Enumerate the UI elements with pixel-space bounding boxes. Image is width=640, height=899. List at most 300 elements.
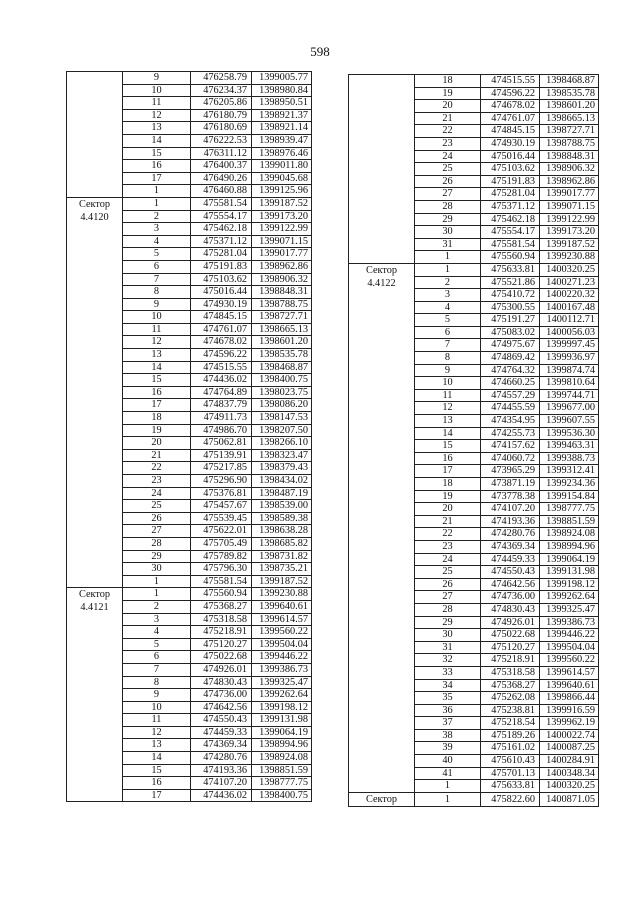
point-number: 1	[415, 792, 481, 806]
x-coordinate: 475281.04	[191, 248, 252, 261]
y-coordinate: 1399125.96	[252, 185, 312, 198]
y-coordinate: 1400320.25	[540, 263, 599, 276]
point-number: 18	[123, 412, 191, 425]
x-coordinate: 475083.02	[481, 326, 540, 339]
point-number: 6	[123, 260, 191, 273]
y-coordinate: 1400284.91	[540, 755, 599, 768]
point-number: 11	[123, 714, 191, 727]
x-coordinate: 474557.29	[481, 389, 540, 402]
y-coordinate: 1399446.22	[540, 629, 599, 642]
y-coordinate: 1399916.59	[540, 704, 599, 717]
y-coordinate: 1399640.61	[252, 600, 312, 613]
y-coordinate: 1400056.03	[540, 326, 599, 339]
x-coordinate: 475560.94	[481, 251, 540, 264]
point-number: 23	[123, 475, 191, 488]
y-coordinate: 1398147.53	[252, 412, 312, 425]
y-coordinate: 1398727.71	[540, 125, 599, 138]
x-coordinate: 475062.81	[191, 437, 252, 450]
x-coordinate: 475218.91	[191, 626, 252, 639]
x-coordinate: 475462.18	[191, 223, 252, 236]
point-number: 8	[123, 676, 191, 689]
x-coordinate: 474515.55	[191, 361, 252, 374]
point-number: 40	[415, 755, 481, 768]
y-coordinate: 1398638.28	[252, 525, 312, 538]
y-coordinate: 1398468.87	[252, 361, 312, 374]
point-number: 5	[123, 248, 191, 261]
point-number: 32	[415, 654, 481, 667]
y-coordinate: 1399005.77	[252, 72, 312, 85]
x-coordinate: 475296.90	[191, 475, 252, 488]
x-coordinate: 475103.62	[481, 163, 540, 176]
x-coordinate: 476222.53	[191, 134, 252, 147]
y-coordinate: 1398601.20	[252, 336, 312, 349]
x-coordinate: 474550.43	[191, 714, 252, 727]
x-coordinate: 474515.55	[481, 75, 540, 88]
x-coordinate: 474975.67	[481, 339, 540, 352]
x-coordinate: 474678.02	[481, 100, 540, 113]
y-coordinate: 1398851.59	[252, 764, 312, 777]
x-coordinate: 475139.91	[191, 449, 252, 462]
point-number: 10	[415, 377, 481, 390]
x-coordinate: 474455.59	[481, 402, 540, 415]
table-row	[349, 75, 599, 88]
x-coordinate: 474436.02	[191, 374, 252, 387]
y-coordinate: 1399122.99	[252, 223, 312, 236]
x-coordinate: 474354.95	[481, 415, 540, 428]
y-coordinate: 1398851.59	[540, 515, 599, 528]
sector-cell	[349, 792, 415, 806]
x-coordinate: 474596.22	[191, 349, 252, 362]
y-coordinate: 1399187.52	[540, 238, 599, 251]
sector-label: Сектор	[78, 198, 111, 210]
x-coordinate: 476490.26	[191, 172, 252, 185]
y-coordinate: 1399198.12	[252, 701, 312, 714]
point-number: 13	[415, 415, 481, 428]
y-coordinate: 1398906.32	[540, 163, 599, 176]
x-coordinate: 474736.00	[481, 591, 540, 604]
point-number: 17	[415, 465, 481, 478]
y-coordinate: 1399262.64	[252, 689, 312, 702]
x-coordinate: 476180.69	[191, 122, 252, 135]
x-coordinate: 474926.01	[481, 616, 540, 629]
y-coordinate: 1399607.55	[540, 415, 599, 428]
point-number: 20	[415, 100, 481, 113]
y-coordinate: 1398207.50	[252, 424, 312, 437]
point-number: 12	[123, 336, 191, 349]
y-coordinate: 1398924.08	[252, 752, 312, 765]
x-coordinate: 475701.13	[481, 767, 540, 780]
y-coordinate: 1398589.38	[252, 512, 312, 525]
point-number: 30	[123, 563, 191, 576]
point-number: 24	[415, 553, 481, 566]
x-coordinate: 475610.43	[481, 755, 540, 768]
point-number: 21	[123, 449, 191, 462]
x-coordinate: 473965.29	[481, 465, 540, 478]
y-coordinate: 1399071.15	[252, 235, 312, 248]
x-coordinate: 474193.36	[191, 764, 252, 777]
y-coordinate: 1398962.86	[252, 260, 312, 273]
point-number: 35	[415, 692, 481, 705]
x-coordinate: 474986.70	[191, 424, 252, 437]
point-number: 3	[123, 613, 191, 626]
x-coordinate: 475191.27	[481, 314, 540, 327]
point-number: 11	[123, 97, 191, 110]
x-coordinate: 474107.20	[191, 777, 252, 790]
y-coordinate: 1398906.32	[252, 273, 312, 286]
x-coordinate: 475581.54	[191, 575, 252, 588]
point-number: 34	[415, 679, 481, 692]
point-number: 14	[123, 752, 191, 765]
x-coordinate: 474930.19	[481, 137, 540, 150]
y-coordinate: 1398731.82	[252, 550, 312, 563]
y-coordinate: 1399017.77	[252, 248, 312, 261]
y-coordinate: 1398962.86	[540, 175, 599, 188]
y-coordinate: 1398735.21	[252, 563, 312, 576]
x-coordinate: 475554.17	[191, 210, 252, 223]
point-number: 18	[415, 478, 481, 491]
point-number: 2	[415, 276, 481, 289]
y-coordinate: 1399386.73	[540, 616, 599, 629]
point-number: 14	[415, 427, 481, 440]
x-coordinate: 475103.62	[191, 273, 252, 286]
y-coordinate: 1399874.74	[540, 364, 599, 377]
point-number: 26	[123, 512, 191, 525]
coordinates-table-left	[66, 71, 312, 802]
x-coordinate: 474550.43	[481, 566, 540, 579]
point-number: 37	[415, 717, 481, 730]
y-coordinate: 1398379.43	[252, 462, 312, 475]
y-coordinate: 1399131.98	[540, 566, 599, 579]
y-coordinate: 1398487.19	[252, 487, 312, 500]
x-coordinate: 475822.60	[481, 792, 540, 806]
y-coordinate: 1399064.19	[540, 553, 599, 566]
y-coordinate: 1399536.30	[540, 427, 599, 440]
x-coordinate: 474596.22	[481, 87, 540, 100]
point-number: 13	[123, 739, 191, 752]
point-number: 14	[123, 361, 191, 374]
x-coordinate: 475633.81	[481, 263, 540, 276]
y-coordinate: 1398788.75	[252, 298, 312, 311]
sector-code: 4.4121	[80, 602, 109, 614]
y-coordinate: 1400871.05	[540, 792, 599, 806]
point-number: 15	[415, 440, 481, 453]
x-coordinate: 475120.27	[191, 638, 252, 651]
x-coordinate: 475539.45	[191, 512, 252, 525]
coordinates-table-right	[348, 74, 599, 807]
sector-label: Сектор	[78, 589, 111, 601]
y-coordinate: 1400022.74	[540, 729, 599, 742]
point-number: 24	[123, 487, 191, 500]
y-coordinate: 1398665.13	[252, 323, 312, 336]
y-coordinate: 1398924.08	[540, 528, 599, 541]
x-coordinate: 476234.37	[191, 84, 252, 97]
point-number: 20	[123, 437, 191, 450]
y-coordinate: 1400220.32	[540, 289, 599, 302]
y-coordinate: 1398994.96	[252, 739, 312, 752]
y-coordinate: 1399011.80	[252, 160, 312, 173]
x-coordinate: 475521.86	[481, 276, 540, 289]
y-coordinate: 1398848.31	[252, 286, 312, 299]
y-coordinate: 1399198.12	[540, 578, 599, 591]
x-coordinate: 475371.12	[481, 200, 540, 213]
x-coordinate: 475560.94	[191, 588, 252, 601]
point-number: 15	[123, 764, 191, 777]
point-number: 29	[415, 213, 481, 226]
y-coordinate: 1400167.48	[540, 301, 599, 314]
x-coordinate: 474869.42	[481, 352, 540, 365]
y-coordinate: 1399388.73	[540, 452, 599, 465]
y-coordinate: 1399560.22	[540, 654, 599, 667]
x-coordinate: 476180.79	[191, 109, 252, 122]
point-number: 3	[415, 289, 481, 302]
point-number: 25	[415, 163, 481, 176]
x-coordinate: 475581.54	[191, 197, 252, 210]
point-number: 30	[415, 629, 481, 642]
x-coordinate: 475368.27	[481, 679, 540, 692]
point-number: 19	[415, 490, 481, 503]
y-coordinate: 1399173.20	[252, 210, 312, 223]
x-coordinate: 476205.86	[191, 97, 252, 110]
point-number: 9	[123, 689, 191, 702]
y-coordinate: 1399614.57	[252, 613, 312, 626]
y-coordinate: 1399230.88	[252, 588, 312, 601]
point-number: 22	[123, 462, 191, 475]
point-number: 29	[415, 616, 481, 629]
x-coordinate: 475368.27	[191, 600, 252, 613]
y-coordinate: 1399234.36	[540, 478, 599, 491]
point-number: 29	[123, 550, 191, 563]
point-number: 6	[123, 651, 191, 664]
point-number: 16	[123, 160, 191, 173]
y-coordinate: 1398921.14	[252, 122, 312, 135]
point-number: 11	[123, 323, 191, 336]
x-coordinate: 474369.34	[481, 540, 540, 553]
y-coordinate: 1399312.41	[540, 465, 599, 478]
y-coordinate: 1399262.64	[540, 591, 599, 604]
sector-cell	[67, 197, 123, 587]
point-number: 12	[415, 402, 481, 415]
x-coordinate: 475191.83	[481, 175, 540, 188]
y-coordinate: 1398788.75	[540, 137, 599, 150]
y-coordinate: 1398400.75	[252, 374, 312, 387]
point-number: 1	[123, 588, 191, 601]
y-coordinate: 1399064.19	[252, 726, 312, 739]
y-coordinate: 1398777.75	[540, 503, 599, 516]
x-coordinate: 474764.32	[481, 364, 540, 377]
table-row	[349, 792, 599, 806]
x-coordinate: 475191.83	[191, 260, 252, 273]
point-number: 9	[415, 364, 481, 377]
x-coordinate: 474926.01	[191, 663, 252, 676]
point-number: 26	[415, 175, 481, 188]
x-coordinate: 474660.25	[481, 377, 540, 390]
x-coordinate: 476460.88	[191, 185, 252, 198]
y-coordinate: 1398086.20	[252, 399, 312, 412]
point-number: 19	[123, 424, 191, 437]
point-number: 9	[123, 72, 191, 85]
point-number: 13	[123, 349, 191, 362]
point-number: 39	[415, 742, 481, 755]
point-number: 5	[123, 638, 191, 651]
point-number: 7	[123, 663, 191, 676]
point-number: 13	[123, 122, 191, 135]
point-number: 9	[123, 298, 191, 311]
point-number: 33	[415, 666, 481, 679]
point-number: 18	[415, 75, 481, 88]
point-number: 17	[123, 789, 191, 802]
point-number: 12	[123, 726, 191, 739]
point-number: 10	[123, 311, 191, 324]
x-coordinate: 475016.44	[191, 286, 252, 299]
x-coordinate: 475581.54	[481, 238, 540, 251]
table-row	[67, 197, 312, 210]
point-number: 30	[415, 226, 481, 239]
y-coordinate: 1398727.71	[252, 311, 312, 324]
x-coordinate: 474761.07	[191, 323, 252, 336]
y-coordinate: 1399131.98	[252, 714, 312, 727]
y-coordinate: 1398323.47	[252, 449, 312, 462]
table-row	[67, 72, 312, 85]
x-coordinate: 475789.82	[191, 550, 252, 563]
x-coordinate: 475462.18	[481, 213, 540, 226]
table-row	[67, 588, 312, 601]
point-number: 27	[123, 525, 191, 538]
x-coordinate: 474830.43	[481, 603, 540, 616]
point-number: 1	[415, 251, 481, 264]
x-coordinate: 475120.27	[481, 641, 540, 654]
point-number: 28	[415, 200, 481, 213]
x-coordinate: 475457.67	[191, 500, 252, 513]
x-coordinate: 474436.02	[191, 789, 252, 802]
point-number: 2	[123, 600, 191, 613]
y-coordinate: 1399325.47	[252, 676, 312, 689]
point-number: 28	[415, 603, 481, 616]
x-coordinate: 474845.15	[481, 125, 540, 138]
y-coordinate: 1399187.52	[252, 197, 312, 210]
point-number: 21	[415, 112, 481, 125]
y-coordinate: 1399504.04	[252, 638, 312, 651]
y-coordinate: 1398266.10	[252, 437, 312, 450]
sector-label: Сектор	[365, 264, 398, 276]
x-coordinate: 474930.19	[191, 298, 252, 311]
x-coordinate: 475376.81	[191, 487, 252, 500]
point-number: 1	[415, 263, 481, 276]
point-number: 31	[415, 238, 481, 251]
point-number: 1	[415, 780, 481, 793]
x-coordinate: 474193.36	[481, 515, 540, 528]
point-number: 27	[415, 591, 481, 604]
point-number: 38	[415, 729, 481, 742]
sector-label: Сектор	[365, 793, 398, 805]
point-number: 12	[123, 109, 191, 122]
y-coordinate: 1398400.75	[252, 789, 312, 802]
point-number: 7	[123, 273, 191, 286]
x-coordinate: 474459.33	[481, 553, 540, 566]
x-coordinate: 474107.20	[481, 503, 540, 516]
x-coordinate: 474678.02	[191, 336, 252, 349]
point-number: 27	[415, 188, 481, 201]
x-coordinate: 474157.62	[481, 440, 540, 453]
x-coordinate: 475554.17	[481, 226, 540, 239]
x-coordinate: 474764.89	[191, 386, 252, 399]
x-coordinate: 474369.34	[191, 739, 252, 752]
y-coordinate: 1400087.25	[540, 742, 599, 755]
x-coordinate: 474830.43	[191, 676, 252, 689]
sector-cell	[67, 72, 123, 198]
point-number: 26	[415, 578, 481, 591]
point-number: 6	[415, 326, 481, 339]
x-coordinate: 475016.44	[481, 150, 540, 163]
y-coordinate: 1399866.44	[540, 692, 599, 705]
point-number: 23	[415, 137, 481, 150]
x-coordinate: 475281.04	[481, 188, 540, 201]
x-coordinate: 476311.12	[191, 147, 252, 160]
y-coordinate: 1398950.51	[252, 97, 312, 110]
x-coordinate: 475022.68	[481, 629, 540, 642]
table-row	[349, 263, 599, 276]
x-coordinate: 475622.01	[191, 525, 252, 538]
x-coordinate: 475796.30	[191, 563, 252, 576]
point-number: 4	[123, 235, 191, 248]
page-number: 598	[310, 44, 330, 59]
point-number: 16	[123, 777, 191, 790]
y-coordinate: 1399446.22	[252, 651, 312, 664]
y-coordinate: 1399744.71	[540, 389, 599, 402]
x-coordinate: 475189.26	[481, 729, 540, 742]
point-number: 11	[415, 389, 481, 402]
y-coordinate: 1399936.97	[540, 352, 599, 365]
point-number: 22	[415, 125, 481, 138]
point-number: 23	[415, 540, 481, 553]
sector-code: 4.4120	[80, 211, 109, 223]
point-number: 4	[123, 626, 191, 639]
y-coordinate: 1400112.71	[540, 314, 599, 327]
point-number: 1	[123, 197, 191, 210]
x-coordinate: 475218.91	[481, 654, 540, 667]
x-coordinate: 475318.58	[481, 666, 540, 679]
x-coordinate: 475262.08	[481, 692, 540, 705]
x-coordinate: 475217.85	[191, 462, 252, 475]
y-coordinate: 1399045.68	[252, 172, 312, 185]
point-number: 3	[123, 223, 191, 236]
y-coordinate: 1398976.46	[252, 147, 312, 160]
point-number: 10	[123, 84, 191, 97]
point-number: 17	[123, 399, 191, 412]
y-coordinate: 1399560.22	[252, 626, 312, 639]
point-number: 15	[123, 147, 191, 160]
y-coordinate: 1399962.19	[540, 717, 599, 730]
sector-code: 4.4122	[367, 277, 396, 289]
point-number: 20	[415, 503, 481, 516]
x-coordinate: 474060.72	[481, 452, 540, 465]
y-coordinate: 1399463.31	[540, 440, 599, 453]
x-coordinate: 475300.55	[481, 301, 540, 314]
point-number: 22	[415, 528, 481, 541]
y-coordinate: 1398023.75	[252, 386, 312, 399]
y-coordinate: 1398601.20	[540, 100, 599, 113]
point-number: 1	[123, 575, 191, 588]
y-coordinate: 1400348.34	[540, 767, 599, 780]
x-coordinate: 473778.38	[481, 490, 540, 503]
y-coordinate: 1398468.87	[540, 75, 599, 88]
x-coordinate: 473871.19	[481, 478, 540, 491]
point-number: 5	[415, 314, 481, 327]
point-number: 16	[415, 452, 481, 465]
y-coordinate: 1399122.99	[540, 213, 599, 226]
point-number: 21	[415, 515, 481, 528]
point-number: 1	[123, 185, 191, 198]
point-number: 15	[123, 374, 191, 387]
